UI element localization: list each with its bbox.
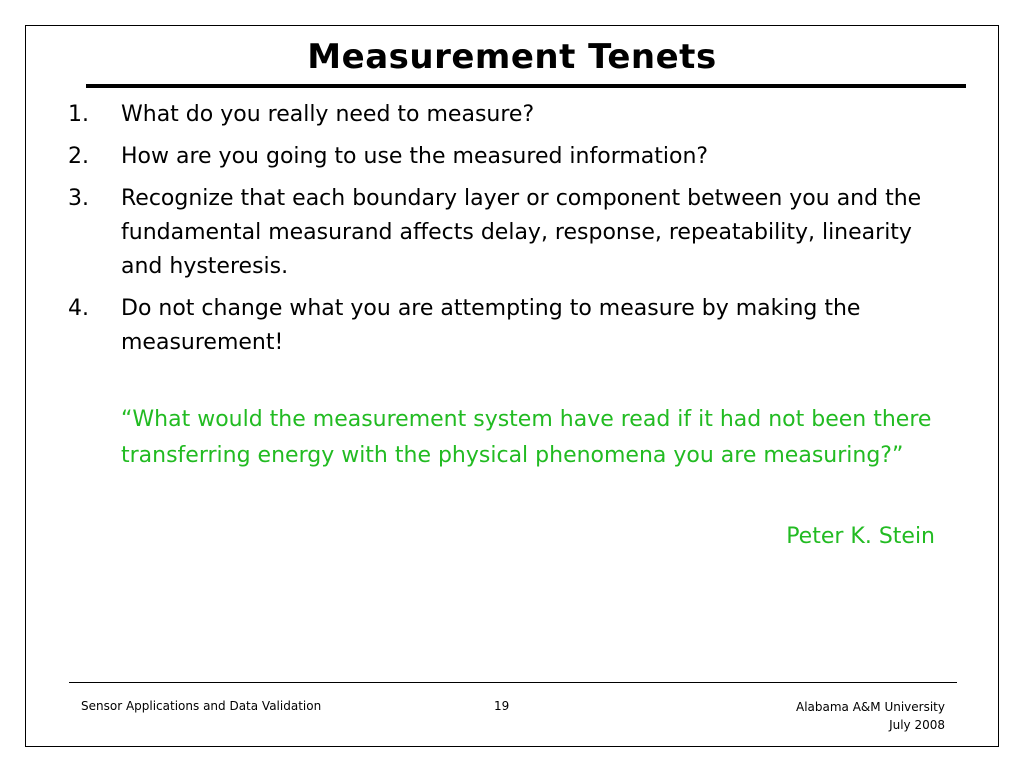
footer-date: July 2008 (889, 718, 945, 732)
slide (25, 25, 999, 747)
list-item-number: 3. (68, 186, 89, 211)
tenet-list (68, 98, 948, 368)
list-item (68, 292, 948, 360)
list-item (68, 140, 948, 174)
list-item-number: 2. (68, 144, 89, 169)
title-underline (86, 84, 966, 88)
list-item-text: How are you going to use the measured information? (121, 144, 709, 169)
list-item-number: 1. (68, 102, 89, 127)
slide-title: Measurement Tenets (307, 37, 717, 77)
list-item-text: Recognize that each boundary layer or component between you and the fundamental measurand affects delay, response, repeatability, linearity and hysteresis. (121, 186, 922, 279)
footer-divider (69, 682, 957, 683)
footer-institution-block (796, 698, 945, 734)
list-item-text: Do not change what you are attempting to measure by making the measurement! (121, 296, 861, 355)
quote-attribution: Peter K. Stein (786, 524, 935, 549)
footer-course-title: Sensor Applications and Data Validation (81, 699, 322, 713)
list-item-text: What do you really need to measure? (121, 102, 535, 127)
list-item (68, 182, 948, 284)
list-item (68, 98, 948, 132)
quote-text: “What would the measurement system have read if it had not been there transferring energy with the physical phenomena you are measuring?” (121, 407, 932, 468)
list-item-number: 4. (68, 296, 89, 321)
footer-institution: Alabama A&M University (796, 700, 945, 714)
footer-page-number: 19 (494, 699, 510, 713)
